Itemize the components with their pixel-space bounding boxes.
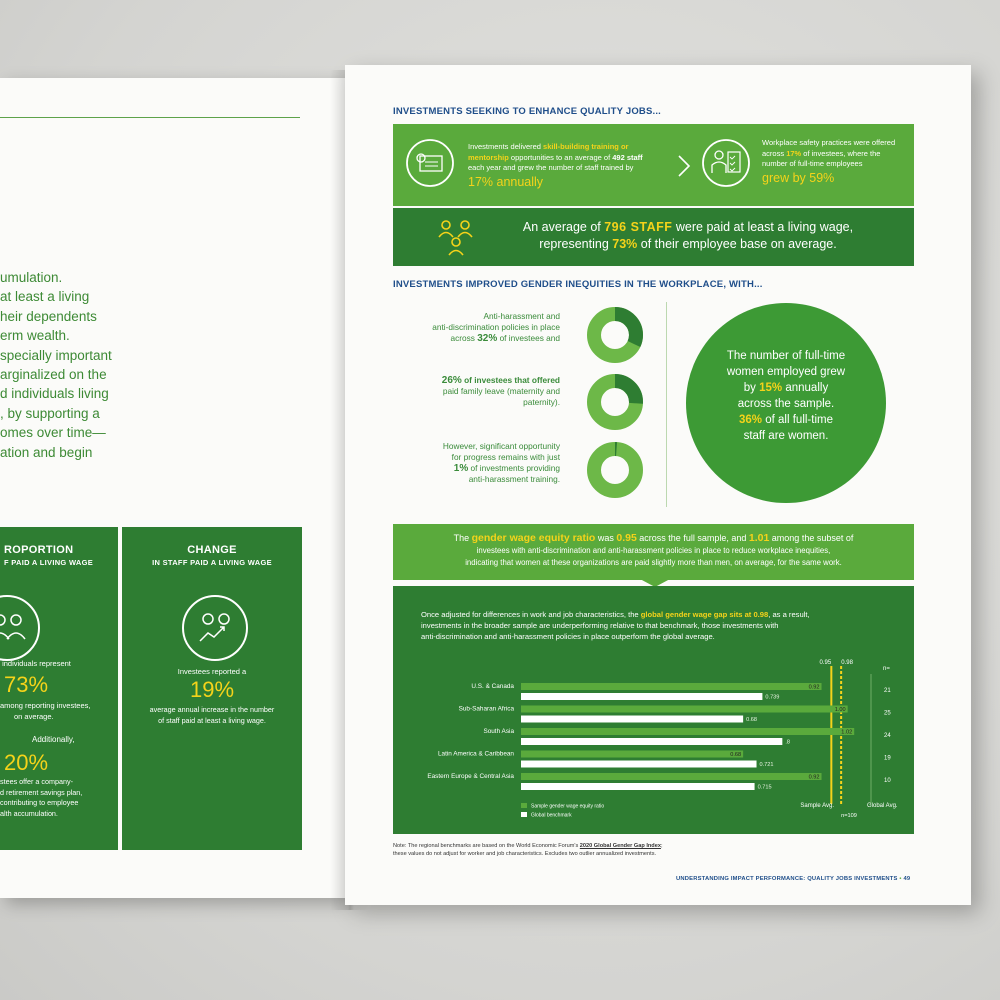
team-icon — [435, 218, 477, 258]
bar-sample-label: 0.92 — [808, 774, 820, 781]
training-line1b: skill-building training or — [543, 142, 629, 151]
safety-text — [762, 138, 912, 186]
n-header: n= — [883, 666, 890, 672]
living-wage-line1b: 796 STAFF — [604, 220, 673, 234]
circle-line3a: by — [743, 382, 760, 394]
change-text-b: average annual increase in the number — [149, 705, 275, 714]
living-wage-line1 — [488, 219, 888, 236]
donut-charts — [570, 302, 660, 512]
change-text-a: Investees reported a — [177, 667, 247, 676]
sample-avg-label: Sample Avg. — [800, 803, 834, 809]
legend-swatch-global — [521, 812, 527, 817]
bar-global-label: 0.715 — [757, 784, 772, 791]
n-value: 21 — [884, 688, 891, 694]
training-line3: each year and grew the number of staff trained by — [468, 163, 634, 172]
note-line2: these values do not adjust for worker and job characteristics. Excludes two outlier annualized investments. — [393, 851, 657, 857]
gender-item3-line4: anti-harassment training. — [468, 474, 560, 484]
bar-global-label: 0.721 — [759, 762, 774, 768]
wage-equity-text — [397, 532, 910, 570]
left-page-paragraph — [0, 268, 330, 462]
donut-3 — [594, 449, 636, 491]
proportion-stat1-text: individuals represent — [0, 659, 71, 668]
change-value: 19% — [189, 677, 235, 702]
change-panel — [122, 527, 302, 850]
training-line2b: opportunities to an average of — [508, 152, 613, 162]
bar-global-label: .8 — [785, 739, 791, 746]
legend-sample: Sample gender wage equity ratio — [531, 803, 605, 810]
safety-line2b: 17% — [786, 148, 802, 158]
bar-sample — [521, 728, 854, 735]
gender-item2 — [410, 375, 560, 408]
wage-gap-line1b: global gender wage gap sits at 0.98 — [640, 610, 769, 619]
living-wage-line1c: were paid at least a living wage, — [672, 220, 854, 234]
paragraph-line: , by supporting a — [0, 405, 100, 421]
bar-sample — [521, 683, 822, 690]
global-avg-label: Global Avg. — [867, 803, 898, 809]
wage-equity-line2: investees with anti-discrimination and anti-harassment policies in place to reduce workplace inequities, — [476, 545, 831, 555]
change-text-c: of staff paid at least a living wage. — [158, 715, 266, 725]
circle-line1: The number of full-time — [726, 350, 846, 362]
certificate-icon — [405, 138, 455, 188]
circle-line6: staff are women. — [743, 430, 829, 442]
bar-global — [521, 783, 755, 790]
safety-highlight: grew by 59% — [762, 170, 835, 185]
paragraph-line: heir dependents — [0, 308, 97, 324]
gender-item1-line3c: of investees and — [497, 333, 560, 343]
living-wage-panel — [393, 208, 914, 266]
change-text — [122, 705, 302, 726]
safety-line2a: across — [762, 148, 787, 158]
footer-bullet: • — [899, 876, 902, 882]
wage-equity-line1e: across the full sample, and — [636, 533, 749, 543]
gender-item2-line1a: 26% — [441, 375, 462, 386]
proportion-stat2-line-c: contributing to employee — [0, 798, 79, 807]
note-line1a: Note: The regional benchmarks are based on the World Economic Forum's — [393, 843, 580, 849]
living-wage-line2b: 73% — [612, 237, 638, 251]
bar-global-label: 0.739 — [765, 694, 780, 701]
living-wage-text — [488, 219, 888, 253]
living-wage-line2c: of their employee base on average. — [637, 237, 837, 251]
people-icon — [0, 593, 42, 663]
proportion-stat1-text-b: among reporting investees, — [0, 701, 91, 710]
change-title: CHANGE — [187, 544, 237, 556]
living-wage-line2 — [488, 236, 888, 253]
wage-equity-line3: indicating that women at these organizations are paid slightly more than men, on average, for the same work. — [465, 558, 842, 567]
wage-gap-line3: anti-discrimination and anti-harassment policies in place outperform the global average. — [421, 632, 715, 641]
bar-sample-label: 0.92 — [808, 684, 820, 691]
change-subtitle: IN STAFF PAID A LIVING WAGE — [152, 558, 272, 567]
paragraph-line: erm wealth. — [0, 328, 70, 344]
footer-title: UNDERSTANDING IMPACT PERFORMANCE: QUALITY JOBS INVESTMENTS — [676, 876, 898, 882]
category-label: Latin America & Caribbean — [437, 750, 514, 758]
paragraph-line: ation and begin — [0, 444, 93, 460]
wage-equity-line1 — [397, 532, 910, 545]
legend-global: Global benchmark — [531, 812, 572, 819]
gender-item3 — [410, 441, 560, 485]
training-line2 — [468, 153, 678, 164]
training-text — [468, 142, 678, 190]
n-value: 25 — [884, 710, 891, 717]
gender-item1-line3 — [410, 333, 560, 344]
proportion-additionally: Additionally, — [32, 735, 75, 744]
wage-equity-line1c: was — [595, 533, 617, 543]
bar-global — [521, 738, 782, 745]
circle-line5a: 36% — [739, 414, 763, 426]
living-wage-line2a: representing — [539, 237, 613, 251]
page-number: 49 — [903, 876, 911, 882]
bar-sample-label: 1.00 — [834, 707, 846, 713]
left-page-rule — [0, 117, 300, 118]
safety-line2 — [762, 149, 912, 160]
bar-sample — [521, 751, 743, 758]
training-line1a: Investments delivered — [468, 142, 544, 151]
proportion-stat2-value: 20% — [4, 750, 49, 775]
wage-gap-line1a: Once adjusted for differences in work and job characteristics, the — [421, 610, 641, 619]
wage-equity-line1b: gender wage equity ratio — [471, 532, 596, 544]
gender-item3-line3 — [410, 463, 560, 474]
gender-item1-line2: anti-discrimination policies in place — [432, 322, 560, 332]
proportion-stat2-line-d: alth accumulation. — [0, 808, 58, 818]
circle-line3 — [696, 380, 876, 396]
wage-equity-line1a: The — [453, 533, 472, 543]
gender-item2-line2: paid family leave (maternity and — [442, 386, 560, 396]
gender-item1-line3b: 32% — [477, 333, 498, 344]
divider-line — [666, 302, 667, 507]
category-label: South Asia — [483, 728, 514, 735]
safety-line3: number of full-time employees — [762, 159, 863, 168]
note-line1 — [393, 842, 663, 850]
wage-gap-chart-panel — [393, 586, 914, 834]
n-value: 19 — [884, 755, 891, 762]
training-line1 — [468, 142, 678, 153]
donut-2 — [594, 381, 636, 423]
gender-item1-line1: Anti-harassment and — [483, 311, 560, 321]
note-line1c: ; — [660, 843, 663, 849]
proportion-stat2-text — [0, 777, 82, 819]
gender-item2-line1 — [410, 375, 560, 386]
wage-gap-line2: investments in the broader sample are underperforming relative to that benchmark, those investments with — [421, 621, 779, 630]
safety-line2c: of investees, where the — [801, 148, 881, 158]
circle-line2: women employed grew — [726, 366, 846, 378]
bar-global-label: 0.68 — [746, 717, 758, 723]
proportion-stat1-text-c: on average. — [14, 712, 54, 721]
gender-item2-line1b: of investees that offered — [461, 375, 560, 385]
bar-global — [521, 761, 757, 768]
category-label: U.S. & Canada — [471, 683, 514, 690]
wage-equity-line1d: 0.95 — [616, 532, 637, 544]
women-employment-circle — [686, 303, 886, 503]
chevron-right-icon — [677, 154, 691, 178]
reference-label: 0.98 — [841, 660, 853, 666]
bar-sample-label: 0.68 — [730, 752, 742, 758]
proportion-title: ROPORTION — [4, 544, 74, 556]
n-total: n=109 — [841, 813, 857, 819]
training-line2a: mentorship — [468, 152, 509, 162]
chart-note — [393, 842, 663, 858]
paragraph-line: at least a living — [0, 289, 90, 305]
circle-line4: across the sample. — [737, 398, 835, 410]
circle-line5 — [696, 412, 876, 428]
reference-label: 0.95 — [819, 660, 832, 666]
growth-people-icon — [180, 593, 250, 663]
legend-swatch-sample — [521, 803, 527, 808]
bar-sample — [521, 773, 822, 780]
proportion-stat2-line-a: stees offer a company- — [0, 777, 73, 786]
women-employment-text — [696, 348, 876, 444]
section1-title: INVESTMENTS SEEKING TO ENHANCE QUALITY JOBS... — [393, 106, 662, 117]
paragraph-line: arginalized on the — [0, 367, 107, 383]
section2-title: INVESTMENTS IMPROVED GENDER INEQUITIES IN THE WORKPLACE, WITH... — [393, 279, 763, 290]
proportion-stat1-value: 73% — [4, 672, 49, 697]
donut-1 — [594, 314, 636, 356]
wage-gap-line1c: , as a result, — [768, 610, 810, 619]
n-value: 10 — [884, 778, 891, 784]
safety-checklist-icon — [701, 138, 751, 188]
bar-global — [521, 716, 743, 723]
circle-line3b: 15% — [759, 382, 783, 394]
gender-item3-line2: for progress remains with just — [451, 452, 560, 462]
paragraph-line: omes over time— — [0, 425, 106, 441]
proportion-panel — [0, 527, 118, 850]
training-line2c: 492 staff — [612, 152, 643, 162]
wage-equity-line1g: among the subset of — [769, 533, 854, 543]
wage-equity-line1f: 1.01 — [748, 532, 770, 544]
bar-global — [521, 693, 762, 700]
gender-item1-line3a: across — [450, 333, 478, 343]
bar-sample — [521, 706, 848, 713]
paragraph-line: umulation. — [0, 270, 63, 285]
gender-item1 — [410, 311, 560, 344]
category-label: Eastern Europe & Central Asia — [427, 773, 514, 780]
safety-line1: Workplace safety practices were offered — [762, 138, 896, 147]
gender-item3-line3a: 1% — [453, 463, 469, 474]
page-footer — [676, 876, 910, 882]
category-label: Sub-Saharan Africa — [458, 705, 514, 713]
bar-sample-label: 1.02 — [841, 729, 853, 736]
wage-equity-panel — [393, 524, 914, 580]
living-wage-line1a: An average of — [522, 220, 605, 234]
training-highlight: 17% annually — [468, 174, 544, 189]
circle-line3c: annually — [782, 382, 829, 394]
proportion-stat2-line-b: d retirement savings plan, — [0, 787, 83, 797]
n-value: 24 — [884, 733, 891, 739]
circle-line5b: of all full-time — [762, 414, 833, 426]
proportion-subtitle: F PAID A LIVING WAGE — [4, 558, 94, 567]
gender-item3-line3b: of investments providing — [468, 463, 560, 473]
gender-item2-line3: paternity). — [523, 397, 560, 407]
quality-jobs-panel — [393, 124, 914, 206]
paragraph-line: d individuals living — [0, 386, 109, 402]
wage-gap-bar-chart — [393, 586, 914, 834]
gender-item3-line1: However, significant opportunity — [442, 441, 560, 451]
paragraph-line: specially important — [0, 347, 112, 363]
note-line1b: 2020 Global Gender Gap Index — [579, 843, 661, 849]
